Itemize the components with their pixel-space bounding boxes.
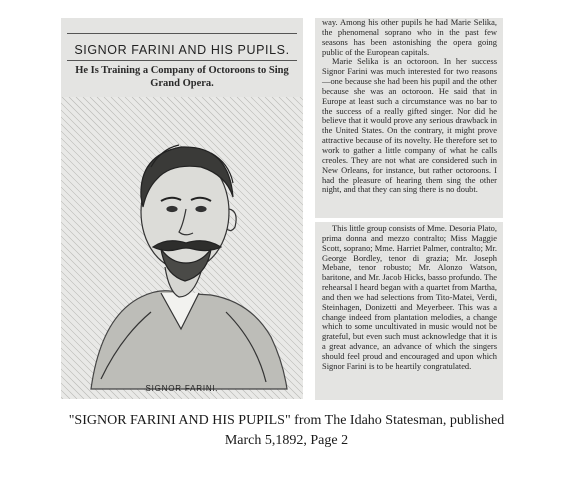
article-subhead: He Is Training a Company of Octoroons to Sing Grand Opera. xyxy=(75,65,289,89)
source-caption-line-1: "SIGNOR FARINI AND HIS PUPILS" from The Idaho Statesman, published xyxy=(68,413,505,428)
portrait-clipping xyxy=(61,97,303,399)
article-column-2 xyxy=(315,222,503,400)
headline-clipping xyxy=(61,18,303,100)
farini-portrait-engraving xyxy=(61,97,303,399)
column-1-paragraph-2: Marie Selika is an octoroon. In her success Signor Farini was much interested for two reasons—one because she had been his pupil and the other because she was an octoroon. He said that in Europe at least such a circumstance was no bar to the success of a really gifted singer. Nor did he believe that it would prove any serious drawback in the United States. On the contrary, it might prove attractive because of its novelty. He therefore set to work to gather a little company of what he calls creoles. They are not what are considered such in New Orleans, for instance, but rather octoroons. I had the pleasure of hearing them sing the other night, and that they can sing there is no doubt. xyxy=(322,56,497,195)
column-1-paragraph-1: way. Among his other pupils he had Marie Selika, the phenomenal soprano who in the past few seasons has been astonishing the opera going public of the European capitals. xyxy=(322,18,497,57)
article-headline: SIGNOR FARINI AND HIS PUPILS. xyxy=(74,43,290,57)
column-2-text xyxy=(322,224,497,372)
source-caption-line-2: March 5,1892, Page 2 xyxy=(224,433,349,448)
headline-divider xyxy=(67,60,297,61)
portrait-caption: SIGNOR FARINI. xyxy=(145,384,219,393)
column-1-text xyxy=(322,18,497,195)
article-column-1 xyxy=(315,18,503,218)
top-rule xyxy=(67,33,297,34)
column-2-paragraph-1: This little group consists of Mme. Desoria Plato, prima donna and mezzo contralto; Miss Maggie Scott, soprano; Mme. Harriet Palmer, contralto; Mr. George Bordley, tenor di grazia; Mr. Joseph Mebane, tenor robusto; Mr. Alonzo Watson, baritone, and Mr. Jacob Hicks, basso profundo. The rehearsal I heard began with a quartet from Martha, and then we had selections from Tito-Matei, Verdi, Steinhagen, Donizetti and Meyerbeer. This was a change indeed from plantation melodies, a change which to some uncultivated in music would not be grateful, but even such must acknowledge that it is a great advance, an advance of which the singers should feel proud and encouraged and upon which Signor Farini is to be heartily congratulated. xyxy=(322,223,497,371)
